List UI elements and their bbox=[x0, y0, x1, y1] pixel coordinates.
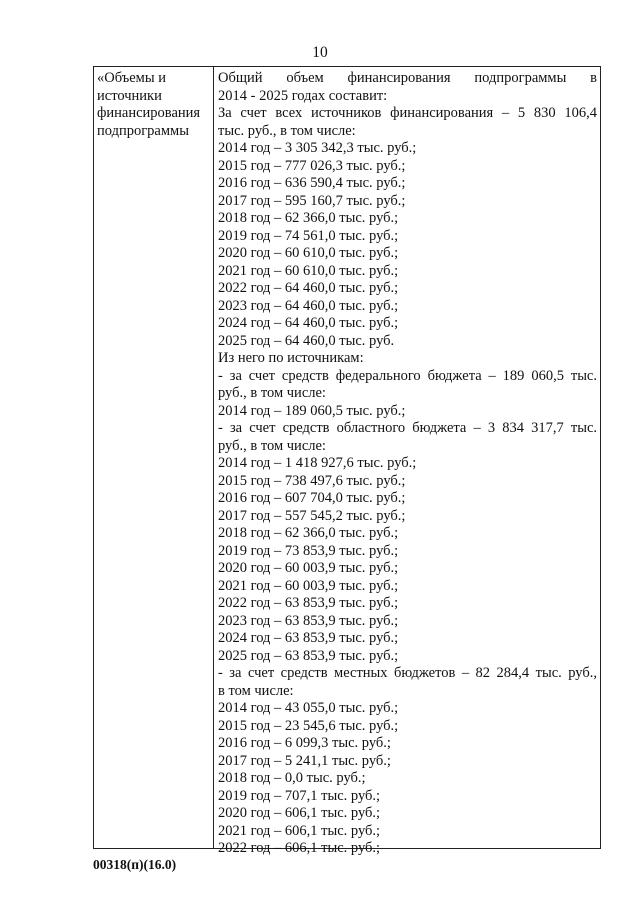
financing-line: Общий объем финансирования подпрограммы в bbox=[218, 70, 597, 86]
financing-line: - за счет средств федерального бюджета – 189 060,5 тыс. bbox=[218, 367, 597, 384]
financing-line: 2017 год – 5 241,1 тыс. руб.; bbox=[218, 752, 391, 769]
financing-line: 2024 год – 64 460,0 тыс. руб.; bbox=[218, 315, 399, 331]
financing-line: 2025 год – 63 853,9 тыс. руб.; bbox=[218, 647, 399, 664]
financing-line: 2020 год – 60 610,0 тыс. руб.; bbox=[218, 245, 399, 261]
financing-line: 2015 год – 738 497,6 тыс. руб.; bbox=[218, 472, 406, 489]
financing-line: 2014 - 2025 годах составит: bbox=[218, 87, 388, 104]
financing-line: - за счет средств местных бюджетов – 82 284,4 тыс. руб., bbox=[218, 665, 597, 681]
financing-line: 2022 год – 64 460,0 тыс. руб.; bbox=[218, 280, 399, 296]
left-cell-label bbox=[97, 70, 211, 140]
financing-line: 2020 год – 60 003,9 тыс. руб.; bbox=[218, 560, 399, 576]
financing-line: руб., в том числе: bbox=[218, 437, 326, 454]
financing-line: - за счет средств областного бюджета – 3 834 317,7 тыс. bbox=[218, 420, 597, 436]
financing-line: 2019 год – 73 853,9 тыс. руб.; bbox=[218, 542, 399, 559]
financing-line: 2019 год – 74 561,0 тыс. руб.; bbox=[218, 227, 399, 244]
financing-line: 2022 год – 63 853,9 тыс. руб.; bbox=[218, 595, 399, 611]
left-cell-line: подпрограммы bbox=[97, 122, 189, 139]
financing-line: в том числе: bbox=[218, 682, 294, 699]
left-cell-line: источники bbox=[97, 87, 162, 104]
column-divider bbox=[213, 67, 214, 848]
financing-line: 2021 год – 60 003,9 тыс. руб.; bbox=[218, 577, 399, 594]
financing-line: 2022 год – 606,1 тыс. руб.; bbox=[218, 840, 381, 856]
financing-line: тыс. руб., в том числе: bbox=[218, 122, 356, 139]
financing-line: 2021 год – 60 610,0 тыс. руб.; bbox=[218, 262, 399, 279]
financing-line: 2018 год – 62 366,0 тыс. руб.; bbox=[218, 210, 399, 226]
right-cell-content bbox=[218, 70, 597, 858]
financing-line: 2014 год – 43 055,0 тыс. руб.; bbox=[218, 700, 399, 716]
financing-line: 2025 год – 64 460,0 тыс. руб. bbox=[218, 332, 395, 349]
financing-line: 2016 год – 607 704,0 тыс. руб.; bbox=[218, 490, 406, 506]
financing-line: 2016 год – 6 099,3 тыс. руб.; bbox=[218, 735, 391, 751]
financing-line: 2014 год – 3 305 342,3 тыс. руб.; bbox=[218, 140, 417, 156]
document-code: 00318(п)(16.0) bbox=[93, 857, 177, 872]
left-cell-line: «Объемы и bbox=[97, 70, 166, 86]
page-number: 10 bbox=[312, 44, 328, 61]
financing-line: 2016 год – 636 590,4 тыс. руб.; bbox=[218, 175, 406, 191]
financing-line: 2015 год – 23 545,6 тыс. руб.; bbox=[218, 717, 399, 734]
financing-line: 2018 год – 62 366,0 тыс. руб.; bbox=[218, 525, 399, 541]
financing-line: 2017 год – 557 545,2 тыс. руб.; bbox=[218, 507, 406, 524]
document-table bbox=[93, 66, 601, 856]
financing-line: 2015 год – 777 026,3 тыс. руб.; bbox=[218, 157, 406, 174]
financing-line: За счет всех источников финансирования – 5 830 106,4 bbox=[218, 105, 597, 121]
financing-line: Из него по источникам: bbox=[218, 350, 364, 366]
financing-line: 2021 год – 606,1 тыс. руб.; bbox=[218, 822, 381, 839]
financing-line: 2017 год – 595 160,7 тыс. руб.; bbox=[218, 192, 406, 209]
left-cell-line: финансирования bbox=[97, 105, 201, 121]
financing-line: руб., в том числе: bbox=[218, 385, 326, 401]
financing-line: 2014 год – 189 060,5 тыс. руб.; bbox=[218, 402, 406, 419]
financing-line: 2023 год – 64 460,0 тыс. руб.; bbox=[218, 297, 399, 314]
financing-line: 2023 год – 63 853,9 тыс. руб.; bbox=[218, 612, 399, 629]
financing-line: 2024 год – 63 853,9 тыс. руб.; bbox=[218, 630, 399, 646]
financing-line: 2014 год – 1 418 927,6 тыс. руб.; bbox=[218, 455, 417, 471]
financing-line: 2018 год – 0,0 тыс. руб.; bbox=[218, 770, 366, 786]
financing-line: 2020 год – 606,1 тыс. руб.; bbox=[218, 805, 381, 821]
financing-line: 2019 год – 707,1 тыс. руб.; bbox=[218, 787, 381, 804]
